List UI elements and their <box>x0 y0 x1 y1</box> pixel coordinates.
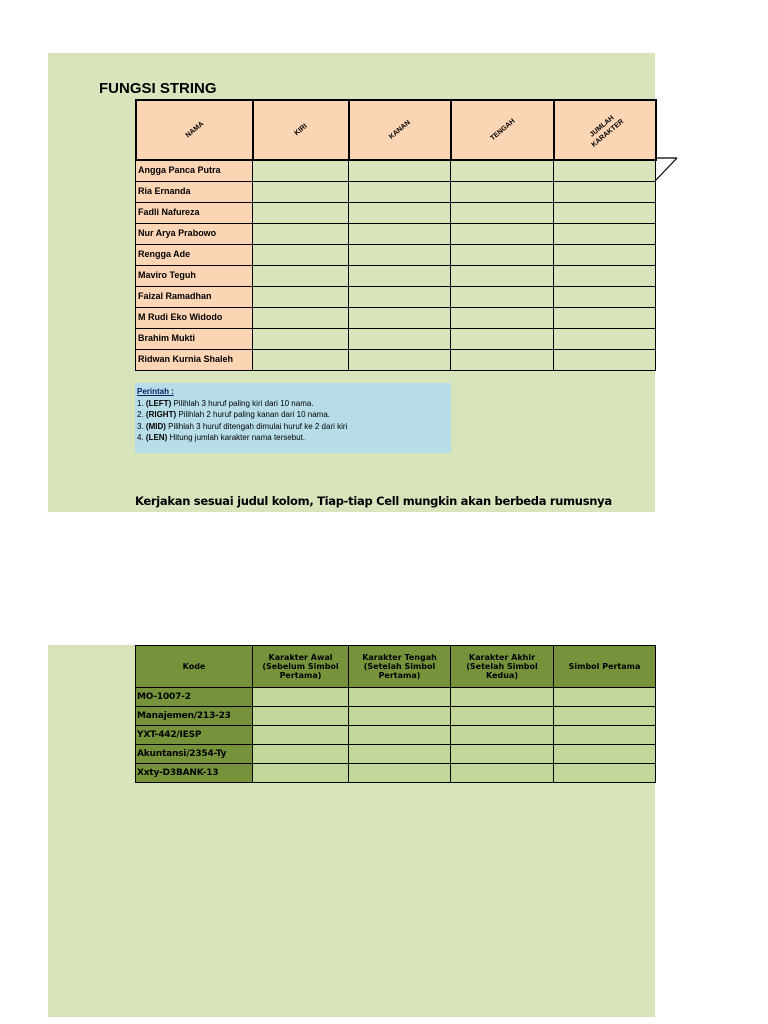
name-cell[interactable]: M Rudi Eko Widodo <box>135 307 253 329</box>
answer-cell[interactable] <box>252 687 349 707</box>
answer-cell[interactable] <box>450 349 554 371</box>
code-cell[interactable]: Xxty-D3BANK-13 <box>135 763 253 783</box>
answer-cell[interactable] <box>252 202 349 224</box>
answer-cell[interactable] <box>553 223 656 245</box>
answer-cell[interactable] <box>553 286 656 308</box>
header-simbol-pertama: Simbol Pertama <box>553 645 656 688</box>
header-jumlah-karakter-label: JUMLAH KARAKTER <box>588 114 626 149</box>
answer-cell[interactable] <box>553 307 656 329</box>
answer-cell[interactable] <box>252 244 349 266</box>
answer-cell[interactable] <box>553 328 656 350</box>
header-tengah-label: TENGAH <box>488 117 517 143</box>
name-cell[interactable]: Maviro Teguh <box>135 265 253 287</box>
answer-cell[interactable] <box>252 307 349 329</box>
header-kiri <box>252 99 350 161</box>
instructions-heading: Perintah : <box>137 387 174 396</box>
answer-cell[interactable] <box>553 349 656 371</box>
instruction-number: 1. <box>137 398 146 408</box>
answer-cell[interactable] <box>450 265 554 287</box>
answer-cell[interactable] <box>450 202 554 224</box>
answer-cell[interactable] <box>348 181 451 203</box>
instruction-note: Kerjakan sesuai judul kolom, Tiap-tiap Cell mungkin akan berbeda rumusnya <box>135 494 612 508</box>
answer-cell[interactable] <box>348 286 451 308</box>
answer-cell[interactable] <box>553 725 656 745</box>
answer-cell[interactable] <box>252 181 349 203</box>
answer-cell[interactable] <box>252 286 349 308</box>
name-cell[interactable]: Rengga Ade <box>135 244 253 266</box>
answer-cell[interactable] <box>450 706 554 726</box>
answer-cell[interactable] <box>348 160 451 182</box>
instruction-text: Pilihlah 3 huruf ditengah dimulai huruf ke 2 dari kiri <box>165 421 348 431</box>
name-cell[interactable]: Faizal Ramadhan <box>135 286 253 308</box>
answer-cell[interactable] <box>450 687 554 707</box>
code-cell[interactable]: Akuntansi/2354-Ty <box>135 744 253 764</box>
answer-cell[interactable] <box>553 744 656 764</box>
instruction-item <box>137 432 449 444</box>
answer-cell[interactable] <box>450 181 554 203</box>
instruction-text: Pilihlah 2 huruf paling kanan dari 10 nama. <box>176 410 331 419</box>
answer-cell[interactable] <box>252 763 349 783</box>
header-tengah <box>450 99 555 161</box>
answer-cell[interactable] <box>553 160 656 182</box>
instruction-item <box>137 398 449 410</box>
instruction-function: (LEN) <box>145 433 168 442</box>
answer-cell[interactable] <box>553 706 656 726</box>
header-kanan <box>348 99 452 161</box>
page-title: FUNGSI STRING <box>99 80 217 97</box>
answer-cell[interactable] <box>348 223 451 245</box>
answer-cell[interactable] <box>348 244 451 266</box>
answer-cell[interactable] <box>252 160 349 182</box>
answer-cell[interactable] <box>252 725 349 745</box>
answer-cell[interactable] <box>348 744 451 764</box>
answer-cell[interactable] <box>450 223 554 245</box>
header-nama-label: NAMA <box>184 120 205 140</box>
answer-cell[interactable] <box>450 307 554 329</box>
instruction-text: Hitung jumlah karakter nama tersebut. <box>167 433 306 442</box>
header-nama <box>135 99 254 161</box>
code-cell[interactable]: YXT-442/IESP <box>135 725 253 745</box>
answer-cell[interactable] <box>450 725 554 745</box>
answer-cell[interactable] <box>348 202 451 224</box>
answer-cell[interactable] <box>348 725 451 745</box>
answer-cell[interactable] <box>450 286 554 308</box>
answer-cell[interactable] <box>450 744 554 764</box>
instruction-function: (LEFT) <box>145 398 172 408</box>
instruction-number: 2. <box>137 410 146 419</box>
header-kiri-label: KIRI <box>293 122 309 138</box>
answer-cell[interactable] <box>450 328 554 350</box>
code-cell[interactable]: Manajemen/213-23 <box>135 706 253 726</box>
answer-cell[interactable] <box>450 763 554 783</box>
instruction-number: 4. <box>137 433 146 442</box>
header-kode: Kode <box>135 645 253 688</box>
answer-cell[interactable] <box>450 244 554 266</box>
answer-cell[interactable] <box>348 307 451 329</box>
answer-cell[interactable] <box>348 349 451 371</box>
answer-cell[interactable] <box>553 202 656 224</box>
answer-cell[interactable] <box>450 160 554 182</box>
name-cell[interactable]: Ridwan Kurnia Shaleh <box>135 349 253 371</box>
header-karakter-tengah: Karakter Tengah (Setelah Simbol Pertama) <box>348 645 451 688</box>
answer-cell[interactable] <box>252 328 349 350</box>
instruction-number: 3. <box>137 421 146 431</box>
instruction-text: Pilihlah 3 huruf paling kiri dari 10 nama. <box>171 398 314 408</box>
instructions-list <box>137 398 449 444</box>
code-cell[interactable]: MO-1007-2 <box>135 687 253 707</box>
answer-cell[interactable] <box>553 687 656 707</box>
answer-cell[interactable] <box>252 265 349 287</box>
instruction-item <box>137 409 449 421</box>
name-cell[interactable]: Angga Panca Putra <box>135 160 253 182</box>
answer-cell[interactable] <box>348 706 451 726</box>
instruction-function: (MID) <box>145 421 166 431</box>
header-jumlah-karakter <box>553 99 657 161</box>
answer-cell[interactable] <box>348 763 451 783</box>
answer-cell[interactable] <box>252 744 349 764</box>
instruction-item <box>137 421 449 433</box>
answer-cell[interactable] <box>553 265 656 287</box>
answer-cell[interactable] <box>252 223 349 245</box>
answer-cell[interactable] <box>348 328 451 350</box>
answer-cell[interactable] <box>348 265 451 287</box>
name-cell[interactable]: Nur Arya Prabowo <box>135 223 253 245</box>
name-cell[interactable]: Brahim Mukti <box>135 328 253 350</box>
header-karakter-akhir: Karakter Akhir (Setelah Simbol Kedua) <box>450 645 554 688</box>
answer-cell[interactable] <box>553 244 656 266</box>
answer-cell[interactable] <box>348 687 451 707</box>
instructions-box <box>135 383 451 453</box>
name-cell[interactable]: Fadli Nafureza <box>135 202 253 224</box>
instruction-function: (RIGHT) <box>145 410 177 419</box>
answer-cell[interactable] <box>553 763 656 783</box>
header-karakter-awal: Karakter Awal (Sebelum Simbol Pertama) <box>252 645 349 688</box>
answer-cell[interactable] <box>252 349 349 371</box>
name-cell[interactable]: Ria Ernanda <box>135 181 253 203</box>
row1-slant-line <box>655 158 677 181</box>
header-kanan-label: KANAN <box>388 119 412 141</box>
answer-cell[interactable] <box>252 706 349 726</box>
answer-cell[interactable] <box>553 181 656 203</box>
